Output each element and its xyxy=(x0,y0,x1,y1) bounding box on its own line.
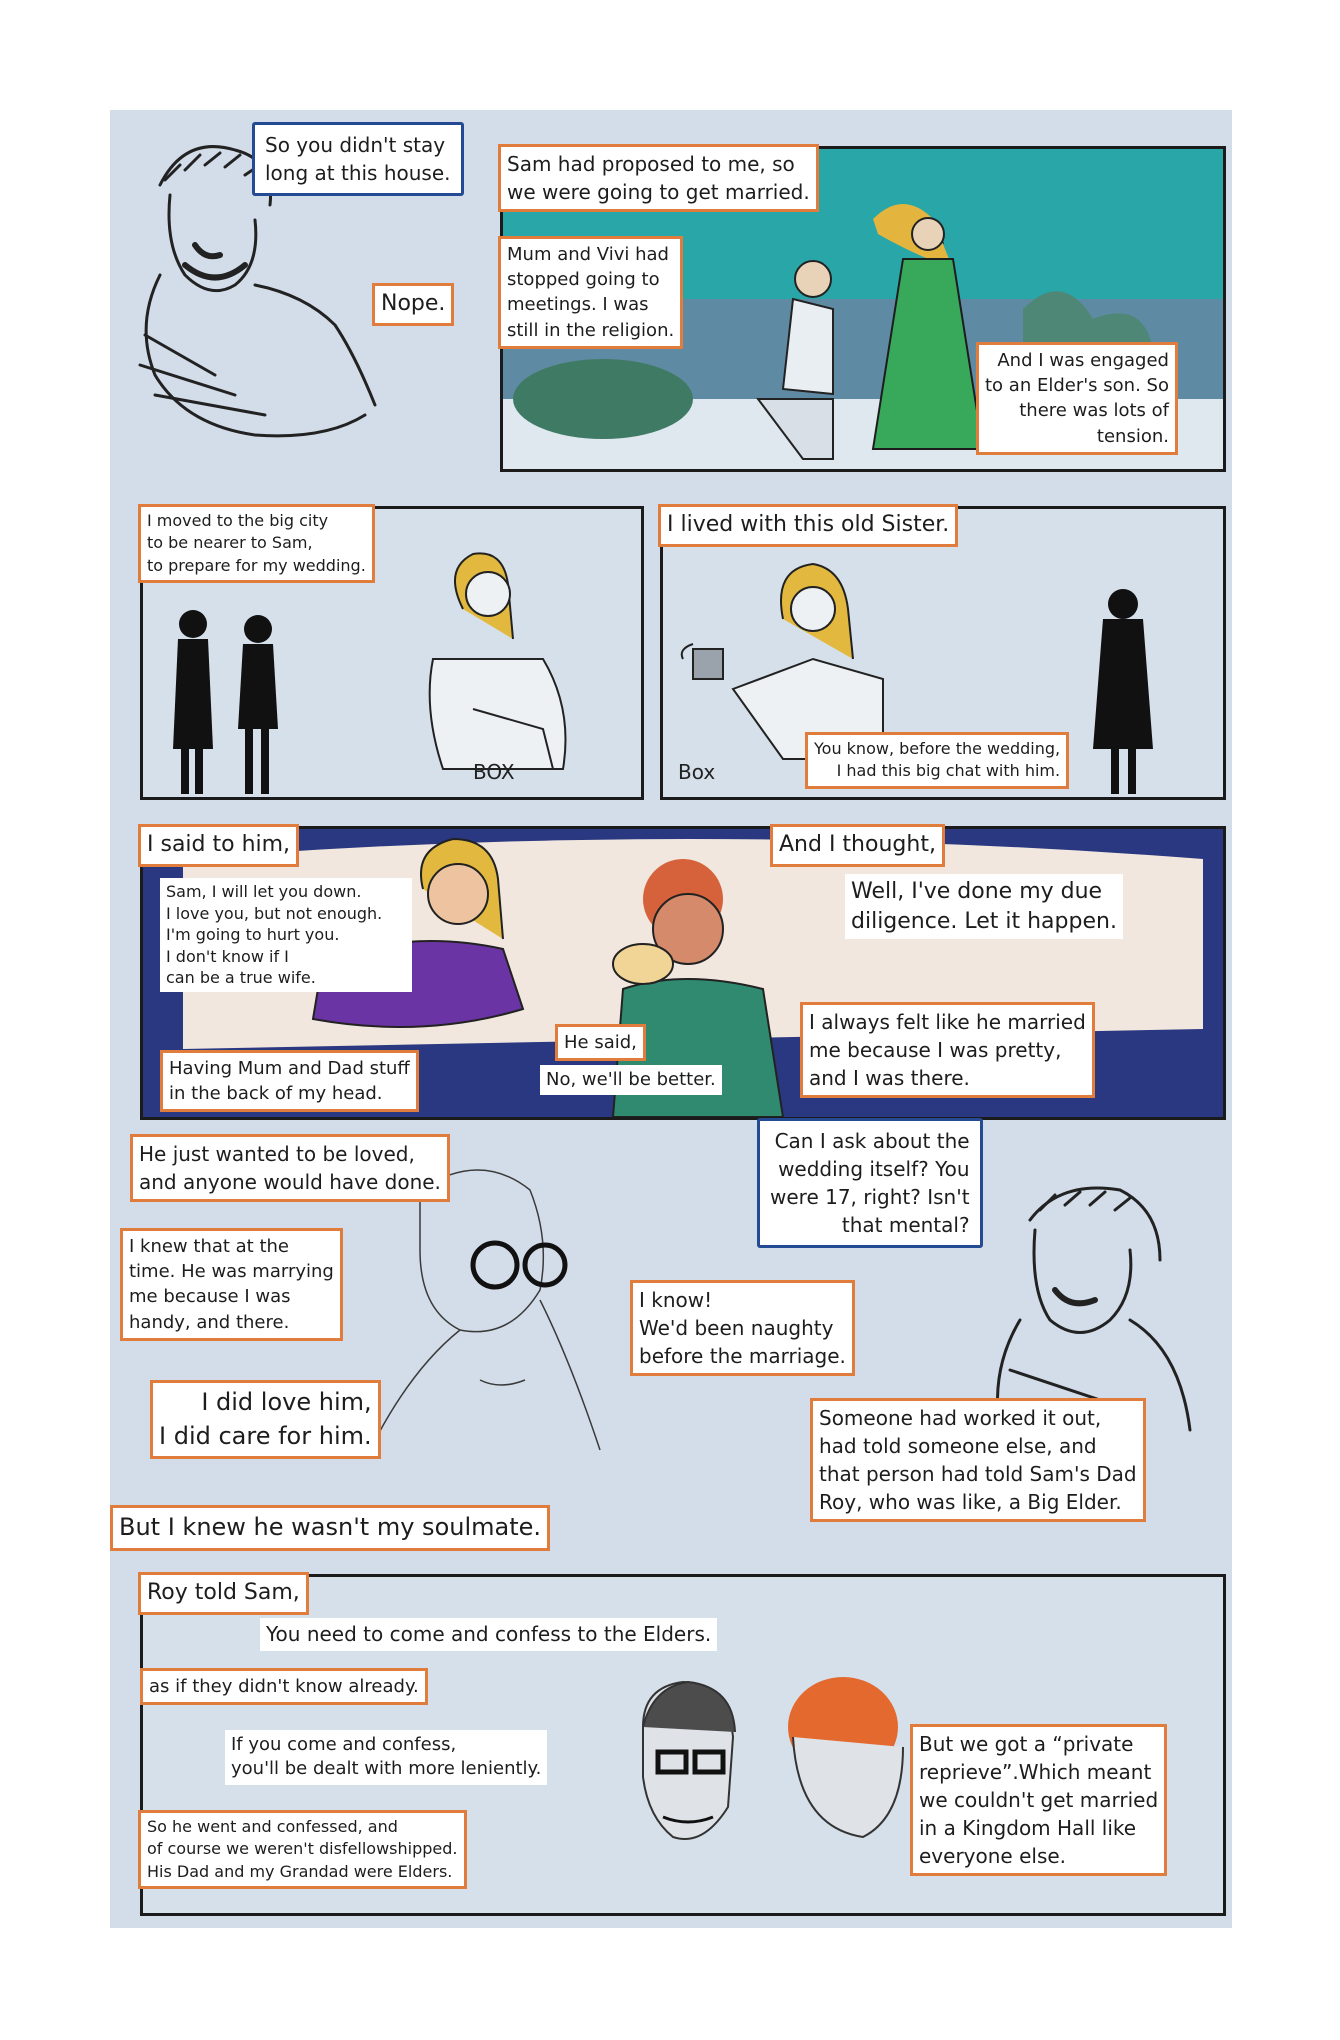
caption-loved: He just wanted to be loved, and anyone would have done. xyxy=(130,1134,450,1202)
caption-as-if: as if they didn't know already. xyxy=(140,1668,428,1705)
caption-i-said: I said to him, xyxy=(138,824,299,867)
caption-roy-told: Roy told Sam, xyxy=(138,1572,309,1615)
caption-nope: Nope. xyxy=(372,283,454,326)
caption-always-felt: I always felt like he married me because I was pretty, and I was there. xyxy=(800,1002,1095,1098)
caption-having-mum: Having Mum and Dad stuff in the back of my head. xyxy=(160,1050,419,1112)
speech-confess: You need to come and confess to the Elders. xyxy=(260,1618,717,1651)
box-label-1: BOX xyxy=(473,760,515,784)
comic-page xyxy=(110,110,1232,1928)
interviewer-speech-bubble-2: Can I ask about the wedding itself? You were 17, right? Isn't that mental? xyxy=(757,1118,983,1248)
caption-someone-worked: Someone had worked it out, had told someone else, and that person had told Sam's Dad Roy, who was like, a Big Elder. xyxy=(810,1398,1146,1522)
box-label-2: Box xyxy=(678,760,716,784)
caption-went-confessed: So he went and confessed, and of course we weren't disfellowshipped. His Dad and my Grandad were Elders. xyxy=(138,1810,467,1889)
caption-knew-at-time: I knew that at the time. He was marrying me because I was handy, and there. xyxy=(120,1228,343,1341)
caption-mum-vivi: Mum and Vivi had stopped going to meetings. I was still in the religion. xyxy=(498,236,683,349)
speech-sam-let-down: Sam, I will let you down. I love you, but not enough. I'm going to hurt you. I don't know if I can be a true wife. xyxy=(160,878,412,992)
speech-if-you-come: If you come and confess, you'll be dealt with more leniently. xyxy=(225,1730,547,1785)
speech-we-will-be-better: No, we'll be better. xyxy=(540,1065,722,1095)
caption-and-thought: And I thought, xyxy=(770,824,945,867)
caption-engaged: And I was engaged to an Elder's son. So there was lots of tension. xyxy=(976,342,1178,455)
caption-he-said: He said, xyxy=(555,1024,646,1061)
caption-lived-with: I lived with this old Sister. xyxy=(658,504,958,547)
caption-private-reprieve: But we got a “private reprieve”.Which meant we couldn't get married in a Kingdom Hall like everyone else. xyxy=(910,1724,1167,1876)
caption-did-love: I did love him, I did care for him. xyxy=(150,1380,381,1459)
caption-i-know: I know! We'd been naughty before the marriage. xyxy=(630,1280,855,1376)
interviewer-speech-bubble: So you didn't stay long at this house. xyxy=(252,122,464,196)
caption-you-know: You know, before the wedding, I had this big chat with him. xyxy=(805,732,1069,789)
speech-due-diligence: Well, I've done my due diligence. Let it happen. xyxy=(845,874,1123,939)
caption-soulmate: But I knew he wasn't my soulmate. xyxy=(110,1505,550,1551)
caption-moved: I moved to the big city to be nearer to Sam, to prepare for my wedding. xyxy=(138,504,375,583)
caption-proposed: Sam had proposed to me, so we were going to get married. xyxy=(498,144,819,212)
